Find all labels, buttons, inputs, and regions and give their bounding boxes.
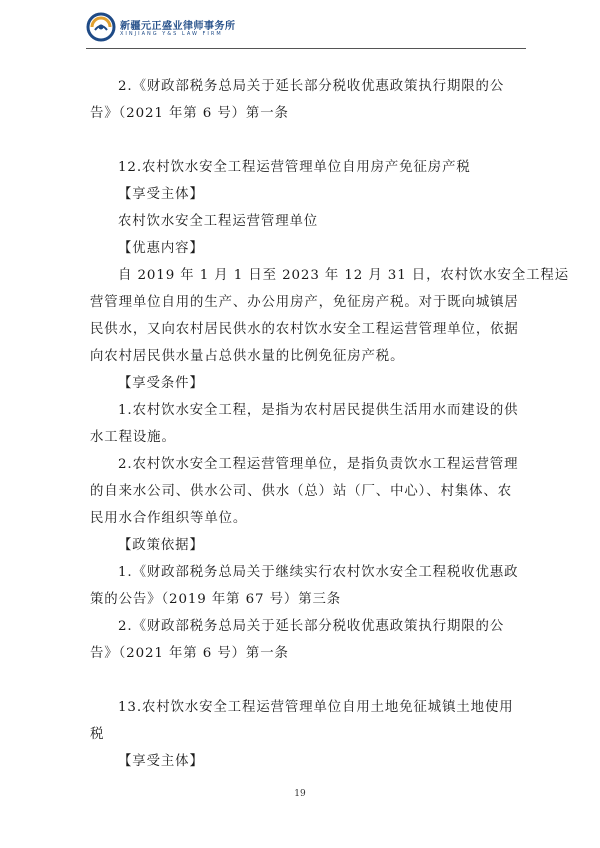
- text-line: 告》（2021 年第 6 号）第一条: [90, 646, 289, 661]
- firm-logo-icon: [86, 12, 116, 42]
- text-line: 告》（2021 年第 6 号）第一条: [90, 106, 289, 121]
- subheading-beneficiary: 【享受主体】: [118, 754, 204, 769]
- subheading-beneficiary: 【享受主体】: [118, 187, 204, 202]
- text-line: 民用水合作组织等单位。: [90, 511, 248, 526]
- section-heading-12: 12.农村饮水安全工程运营管理单位自用房产免征房产税: [118, 160, 471, 175]
- text-line: 民供水，又向农村居民供水的农村饮水安全工程运营管理单位，依据: [90, 322, 519, 337]
- text-line: 水工程设施。: [90, 430, 176, 445]
- firm-name-en: XINJIANG Y&S LAW FIRM: [120, 31, 223, 37]
- firm-name: 新疆元正盛业律师事务所: [120, 21, 236, 32]
- letterhead: [86, 12, 526, 52]
- header-divider: [86, 48, 526, 49]
- text-line: 农村饮水安全工程运营管理单位: [118, 214, 319, 229]
- text-line: 2.农村饮水安全工程运营管理单位，是指负责饮水工程运营管理: [118, 457, 519, 472]
- subheading-policy-basis: 【政策依据】: [118, 538, 204, 553]
- text-line: 税: [90, 727, 105, 742]
- text-line: 1.农村饮水安全工程，是指为农村居民提供生活用水而建设的供: [118, 403, 519, 418]
- subheading-benefit-content: 【优惠内容】: [118, 241, 204, 256]
- text-line: 营管理单位自用的生产、办公用房产，免征房产税。对于既向城镇居: [90, 295, 519, 310]
- text-line: 2.《财政部税务总局关于延长部分税收优惠政策执行期限的公: [118, 619, 505, 634]
- text-line: 的自来水公司、供水公司、供水（总）站（厂、中心）、村集体、农: [90, 484, 513, 499]
- subheading-conditions: 【享受条件】: [118, 376, 204, 391]
- text-line: 1.《财政部税务总局关于继续实行农村饮水安全工程税收优惠政: [118, 565, 519, 580]
- text-line: 2.《财政部税务总局关于延长部分税收优惠政策执行期限的公: [118, 79, 505, 94]
- text-line: 向农村居民供水量占总供水量的比例免征房产税。: [90, 349, 405, 364]
- text-line: 策的公告》（2019 年第 67 号）第三条: [90, 592, 342, 607]
- text-line: 自 2019 年 1 月 1 日至 2023 年 12 月 31 日，农村饮水安全工程运: [118, 268, 569, 283]
- page-number: 19: [294, 789, 306, 799]
- section-heading-13: 13.农村饮水安全工程运营管理单位自用土地免征城镇土地使用: [118, 700, 514, 715]
